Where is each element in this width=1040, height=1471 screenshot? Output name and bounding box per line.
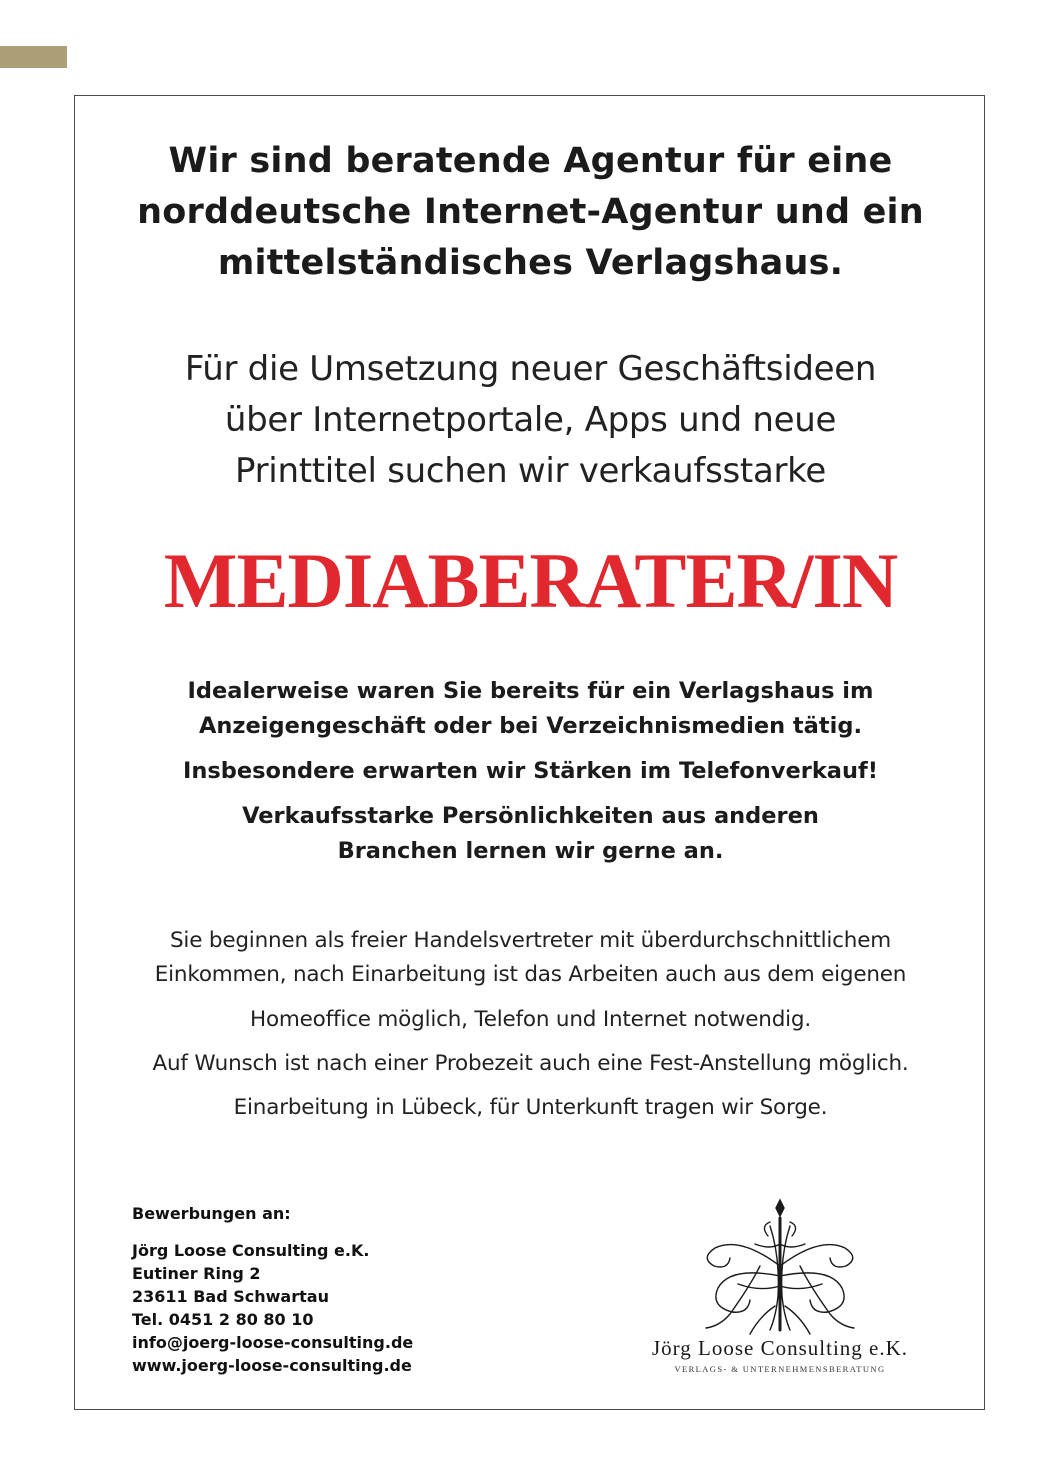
intro-line: Printtitel suchen wir verkaufsstarke: [235, 451, 826, 491]
contact-street: Eutiner Ring 2: [132, 1264, 261, 1283]
intro-line: Für die Umsetzung neuer Geschäftsideen: [184, 349, 877, 389]
contact-company: Jörg Loose Consulting e.K.: [132, 1241, 370, 1260]
intro-text: [75, 344, 986, 497]
offer-line: Einarbeitung in Lübeck, für Unterkunft tragen wir Sorge.: [233, 1095, 828, 1120]
requirements: [75, 674, 986, 869]
contact-city: 23611 Bad Schwartau: [132, 1287, 329, 1306]
requirement-line: Idealerweise waren Sie bereits für ein Verlagshaus im: [187, 678, 874, 704]
requirement-line: Insbesondere erwarten wir Stärken im Telefonverkauf!: [182, 758, 879, 784]
contact-phone: Tel. 0451 2 80 80 10: [132, 1310, 314, 1329]
headline: [75, 136, 986, 289]
advertisement-frame: [74, 95, 985, 1410]
headline-line: norddeutsche Internet-Agentur und ein: [137, 192, 924, 232]
contact-block: [132, 1202, 413, 1377]
headline-line: mittelständisches Verlagshaus.: [217, 243, 844, 283]
intro-line: über Internetportale, Apps und neue: [224, 400, 837, 440]
requirement-line: Anzeigengeschäft oder bei Verzeichnismedien tätig.: [198, 713, 862, 739]
logo-tagline: VERLAGS- & UNTERNEHMENSBERATUNG: [674, 1364, 886, 1374]
offer-line: Sie beginnen als freier Handelsvertreter mit überdurchschnittlichem: [169, 928, 891, 953]
offer-text: [75, 924, 986, 1125]
contact-heading: Bewerbungen an:: [132, 1204, 291, 1223]
headline-line: Wir sind beratende Agentur für eine: [168, 141, 893, 181]
contact-email[interactable]: info@joerg-loose-consulting.de: [132, 1333, 414, 1352]
offer-line: Einkommen, nach Einarbeitung ist das Arbeiten auch aus dem eigenen: [154, 962, 907, 987]
contact-website[interactable]: www.joerg-loose-consulting.de: [132, 1356, 412, 1375]
offer-line: Homeoffice möglich, Telefon und Internet notwendig.: [249, 1007, 812, 1032]
requirement-line: Branchen lernen wir gerne an.: [337, 838, 724, 864]
job-title: MEDIABERATER/IN: [163, 537, 898, 624]
logo-company-name: Jörg Loose Consulting e.K.: [651, 1336, 909, 1360]
requirement-line: Verkaufsstarke Persönlichkeiten aus anderen: [242, 803, 819, 829]
corner-tab-decoration: [0, 46, 67, 68]
offer-line: Auf Wunsch ist nach einer Probezeit auch eine Fest-Anstellung möglich.: [152, 1051, 909, 1076]
